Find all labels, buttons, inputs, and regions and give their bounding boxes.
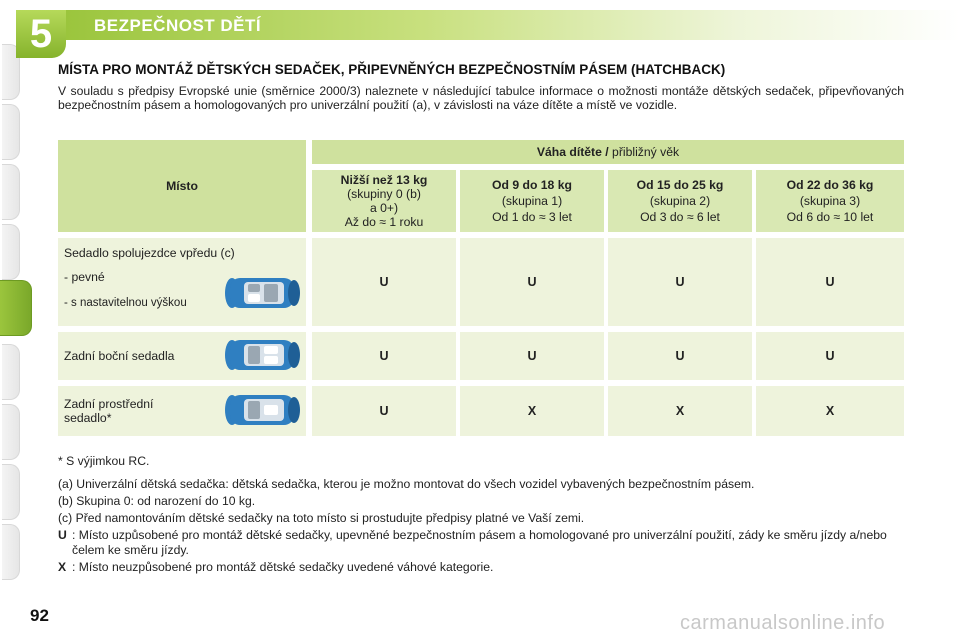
table-cell-value: U bbox=[312, 332, 456, 380]
column-header-group-0 bbox=[312, 170, 456, 232]
column-header-group-2 bbox=[608, 170, 752, 232]
column-group: (skupina 3) bbox=[799, 194, 861, 208]
page-number: 92 bbox=[30, 606, 49, 625]
chapter-tabs bbox=[0, 44, 24, 584]
weight-header bbox=[312, 140, 904, 164]
legend-x bbox=[58, 560, 908, 575]
place-header bbox=[58, 140, 306, 232]
chapter-number-badge: 5 bbox=[16, 10, 66, 58]
legend-u-text: : Místo uzpůsobené pro montáž dětské sedačky, upevněné bezpečnostním pásem a homologované pro univerzální použití, zády ke směru jízdy a/nebo čelem ke směru jízdy. bbox=[72, 528, 887, 557]
column-title: Nižší než 13 kg bbox=[340, 173, 428, 187]
column-group: a 0+) bbox=[369, 201, 399, 215]
column-title: Od 22 do 36 kg bbox=[786, 178, 874, 192]
chapter-tab[interactable] bbox=[2, 464, 20, 520]
table-cell-value: U bbox=[312, 386, 456, 436]
place-label: sedadlo* bbox=[64, 411, 112, 425]
table-cell-value: U bbox=[460, 332, 604, 380]
column-title: Od 15 do 25 kg bbox=[636, 178, 724, 192]
column-group: (skupiny 0 (b) bbox=[347, 187, 421, 201]
column-header-group-1 bbox=[460, 170, 604, 232]
table-cell-value: X bbox=[608, 386, 752, 436]
place-sub-label: - pevné bbox=[64, 270, 105, 284]
legend-x-text: : Místo neuzpůsobené pro montáž dětské sedačky uvedené váhové kategorie. bbox=[72, 560, 494, 574]
column-age: Od 6 do ≈ 10 let bbox=[786, 210, 874, 224]
intro-paragraph: V souladu s předpisy Evropské unie (směrnice 2000/3) naleznete v následující tabulce informace o možnosti montáže dětských sedaček, připevňovaných bezpečnostním pásem a homologovaných pro univerzální použití (a), v závislosti na váze dítěte a místě ve vozidle. bbox=[58, 84, 904, 112]
column-age: Od 1 do ≈ 3 let bbox=[492, 210, 572, 224]
footnote-a: (a) Univerzální dětská sedačka: dětská sedačka, kterou je možno montovat do všech vozidel vybavených bezpečnostním pásem. bbox=[58, 477, 755, 491]
weight-header-label: Váha dítěte / bbox=[536, 145, 609, 159]
section-title: MÍSTA PRO MONTÁŽ DĚTSKÝCH SEDAČEK, PŘIPEVNĚNÝCH BEZPEČNOSTNÍM PÁSEM (HATCHBACK) bbox=[58, 62, 726, 77]
place-label: Sedadlo spolujezdce vpředu (c) bbox=[64, 246, 235, 260]
chapter-tab-active[interactable] bbox=[0, 280, 32, 336]
legend-x-key: X bbox=[58, 560, 67, 574]
column-age: Od 3 do ≈ 6 let bbox=[640, 210, 720, 224]
footnote-c: (c) Před namontováním dětské sedačky na toto místo si prostudujte předpisy platné ve Vaší zemi. bbox=[58, 511, 585, 525]
chapter-tab[interactable] bbox=[2, 344, 20, 400]
column-group: (skupina 1) bbox=[501, 194, 563, 208]
chapter-tab[interactable] bbox=[2, 524, 20, 580]
watermark: carmanualsonline.info bbox=[680, 612, 886, 634]
table-cell-value: U bbox=[756, 238, 904, 326]
legend-u bbox=[58, 528, 908, 558]
table-cell-value: X bbox=[460, 386, 604, 436]
footnote-asterisk: * S výjimkou RC. bbox=[58, 454, 150, 468]
table-cell-value: X bbox=[756, 386, 904, 436]
column-header-group-3 bbox=[756, 170, 904, 232]
chapter-tab[interactable] bbox=[2, 224, 20, 280]
place-header-label: Místo bbox=[166, 179, 198, 193]
place-sub-label: - s nastavitelnou výškou bbox=[64, 297, 187, 309]
table-cell-value: U bbox=[756, 332, 904, 380]
table-cell-value: U bbox=[608, 238, 752, 326]
column-age: Až do ≈ 1 roku bbox=[344, 215, 424, 229]
table-cell-value: U bbox=[312, 238, 456, 326]
chapter-tab[interactable] bbox=[2, 404, 20, 460]
table-cell-value: U bbox=[608, 332, 752, 380]
car-seat-diagram-icon bbox=[224, 274, 302, 312]
chapter-title: BEZPEČNOST DĚTÍ bbox=[94, 16, 262, 35]
age-header-label: přibližný věk bbox=[608, 145, 680, 159]
column-title: Od 9 do 18 kg bbox=[492, 178, 572, 192]
table-cell-value: U bbox=[460, 238, 604, 326]
chapter-tab[interactable] bbox=[2, 104, 20, 160]
footnotes bbox=[58, 454, 908, 575]
place-label: Zadní prostřední bbox=[64, 397, 154, 411]
chapter-tab[interactable] bbox=[2, 164, 20, 220]
column-group: (skupina 2) bbox=[649, 194, 711, 208]
footnote-b: (b) Skupina 0: od narození do 10 kg. bbox=[58, 494, 256, 508]
legend-u-key: U bbox=[58, 528, 67, 542]
place-label: Zadní boční sedadla bbox=[64, 349, 175, 363]
car-seat-diagram-icon bbox=[224, 391, 302, 429]
car-seat-diagram-icon bbox=[224, 336, 302, 374]
